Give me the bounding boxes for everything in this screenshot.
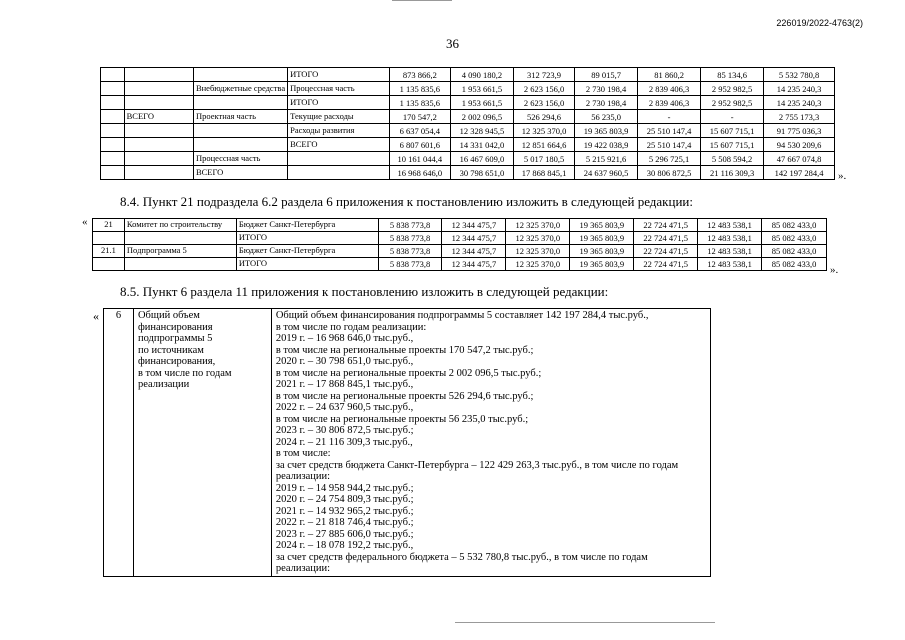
table-cell: 14 331 042,0 (450, 138, 513, 152)
table-cell: 2 002 096,5 (450, 110, 513, 124)
table-cell (101, 96, 125, 110)
content-line: в том числе на региональные проекты 56 235,0 тыс.руб.; (275, 413, 529, 425)
content-line: 2021 г. – 17 868 845,1 тыс.руб., (275, 379, 414, 390)
table-cell: 12 344 475,7 (442, 245, 506, 258)
table-cell: 526 294,6 (513, 110, 574, 124)
content-line: Общий объем финансирования подпрограммы 5 составляет 142 197 284,4 тыс.руб., (275, 310, 649, 321)
table-cell: 85 082 433,0 (762, 232, 827, 245)
table-cell: 19 365 803,9 (575, 124, 638, 138)
table-cell: 21 116 309,3 (701, 166, 764, 180)
table-cell (101, 124, 125, 138)
table-cell: 12 483 538,1 (698, 232, 762, 245)
table-cell: 1 135 835,6 (389, 82, 450, 96)
table-cell: 12 483 538,1 (698, 245, 762, 258)
table-cell: 14 235 240,3 (764, 82, 835, 96)
content-line: в том числе на региональные проекты 526 294,6 тыс.руб.; (275, 390, 534, 402)
table-cell: 15 607 715,1 (701, 124, 764, 138)
table-row (101, 152, 835, 166)
table-row (93, 258, 827, 271)
table-cell: 22 724 471,5 (634, 232, 698, 245)
table-cell: 17 868 845,1 (513, 166, 574, 180)
table-cell (124, 82, 193, 96)
table-cell: 12 325 370,0 (506, 219, 570, 232)
table-cell: 12 325 370,0 (506, 232, 570, 245)
table-cell (124, 68, 193, 82)
table-cell (124, 166, 193, 180)
item-content (271, 309, 710, 577)
table-cell: 16 968 646,0 (389, 166, 450, 180)
table-cell (93, 232, 125, 245)
table-cell (101, 152, 125, 166)
table-cell: 12 483 538,1 (698, 258, 762, 271)
table-cell: 94 530 209,6 (764, 138, 835, 152)
content-line: 2021 г. – 14 932 965,2 тыс.руб.; (275, 505, 414, 517)
table-cell: 6 807 601,6 (389, 138, 450, 152)
table-cell: 5 017 180,5 (513, 152, 574, 166)
table-cell: ИТОГО (236, 232, 378, 245)
table-cell (93, 258, 125, 271)
closing-quote-1: ». (838, 170, 847, 182)
table-cell: 6 637 054,4 (389, 124, 450, 138)
table-cell: Комитет по строительству (124, 219, 236, 232)
label-line: Общий объем (137, 310, 200, 321)
table-cell: 5 532 780,8 (764, 68, 835, 82)
table-cell: 12 344 475,7 (442, 219, 506, 232)
table-cell: 5 215 921,6 (575, 152, 638, 166)
committee-financing-table (92, 218, 827, 271)
table-cell: 30 798 651,0 (450, 166, 513, 180)
closing-quote-2: ». (830, 264, 839, 276)
table-cell: ИТОГО (288, 68, 390, 82)
subprogram-financing-table (103, 308, 711, 577)
table-cell: 2 952 982,5 (701, 96, 764, 110)
table-cell: 5 838 773,8 (378, 232, 442, 245)
table-cell: 15 607 715,1 (701, 138, 764, 152)
table-cell: 25 510 147,4 (638, 138, 701, 152)
item-label (133, 309, 271, 577)
table-row (101, 166, 835, 180)
item-number: 6 (104, 309, 134, 577)
table-cell (124, 138, 193, 152)
content-line: 2020 г. – 24 754 809,3 тыс.руб.; (275, 494, 414, 505)
table-cell (124, 258, 236, 271)
content-line: 2024 г. – 21 116 309,3 тыс.руб., (275, 436, 413, 448)
content-line: за счет средств бюджета Санкт-Петербурга – 122 429 263,3 тыс.руб., в том числе по годам (275, 459, 679, 471)
label-line: финансирования (137, 321, 213, 333)
table-cell: 873 866,2 (389, 68, 450, 82)
content-line: за счет средств федерального бюджета – 5 532 780,8 тыс.руб., в том числе по годам (275, 551, 648, 563)
table-cell: ВСЕГО (193, 166, 287, 180)
table-cell: 19 365 803,9 (570, 219, 634, 232)
table-cell: 91 775 036,3 (764, 124, 835, 138)
table-cell: 312 723,9 (513, 68, 574, 82)
table-cell (101, 138, 125, 152)
table-cell: 12 344 475,7 (442, 232, 506, 245)
table-cell: 47 667 074,8 (764, 152, 835, 166)
table-cell: 2 730 198,4 (575, 82, 638, 96)
table-cell (101, 82, 125, 96)
content-line: в том числе на региональные проекты 170 547,2 тыс.руб.; (275, 344, 534, 356)
table-cell: Подпрограмма 5 (124, 245, 236, 258)
content-line: в том числе: (275, 448, 331, 459)
content-line: 2022 г. – 21 818 746,4 тыс.руб.; (275, 517, 414, 528)
financing-table-continuation (100, 67, 835, 180)
content-line: 2024 г. – 18 078 192,2 тыс.руб., (275, 540, 414, 551)
table-cell: 142 197 284,4 (764, 166, 835, 180)
top-border-mark (392, 0, 452, 2)
table-cell: 5 838 773,8 (378, 219, 442, 232)
table-cell: 2 839 406,3 (638, 96, 701, 110)
table-cell: 12 328 945,5 (450, 124, 513, 138)
table-cell: 12 851 664,6 (513, 138, 574, 152)
table-cell: 5 838 773,8 (378, 258, 442, 271)
table-cell (124, 232, 236, 245)
section-8-4-heading: 8.4. Пункт 21 подраздела 6.2 раздела 6 приложения к постановлению изложить в следующей редакции: (120, 194, 693, 209)
table-cell: 19 365 803,9 (570, 258, 634, 271)
table-cell: 85 082 433,0 (762, 245, 827, 258)
table-cell: Процессная часть (288, 82, 390, 96)
table-cell: 12 344 475,7 (442, 258, 506, 271)
table-row (101, 124, 835, 138)
table-cell: 89 015,7 (575, 68, 638, 82)
table-cell: ИТОГО (236, 258, 378, 271)
table-cell: 2 755 173,3 (764, 110, 835, 124)
table-cell (193, 96, 287, 110)
table-row (93, 245, 827, 258)
table-cell: 2 952 982,5 (701, 82, 764, 96)
label-line: по источникам (137, 344, 204, 356)
open-quote-3: « (93, 309, 99, 323)
table-row (101, 68, 835, 82)
table-cell (193, 138, 287, 152)
content-line: 2022 г. – 24 637 960,5 тыс.руб., (275, 402, 414, 413)
content-line: реализации: (275, 563, 331, 574)
table-cell: Процессная часть (193, 152, 287, 166)
content-line: в том числе на региональные проекты 2 002 096,5 тыс.руб.; (275, 367, 542, 379)
table-cell: 30 806 872,5 (638, 166, 701, 180)
table-cell: 22 724 471,5 (634, 258, 698, 271)
content-line: 2020 г. – 30 798 651,0 тыс.руб., (275, 356, 414, 367)
content-line: 2023 г. – 27 885 606,0 тыс.руб.; (275, 528, 414, 540)
table-cell: 24 637 960,5 (575, 166, 638, 180)
table-cell (288, 152, 390, 166)
table-cell: Внебюджетные средства (193, 82, 287, 96)
table-row (101, 82, 835, 96)
table-cell (124, 124, 193, 138)
table-cell: 81 860,2 (638, 68, 701, 82)
table-cell: 5 508 594,2 (701, 152, 764, 166)
table-cell: 1 953 661,5 (450, 82, 513, 96)
table-cell: 56 235,0 (575, 110, 638, 124)
label-line: реализации (137, 379, 190, 390)
table-cell: 14 235 240,3 (764, 96, 835, 110)
table-cell: 19 365 803,9 (570, 245, 634, 258)
table-cell: 21.1 (93, 245, 125, 258)
table-cell: Бюджет Санкт-Петербурга (236, 219, 378, 232)
table-cell: ВСЕГО (124, 110, 193, 124)
table-cell: 22 724 471,5 (634, 219, 698, 232)
open-quote-2: « (82, 216, 88, 228)
table-cell: ИТОГО (288, 96, 390, 110)
table-cell: 2 730 198,4 (575, 96, 638, 110)
content-line: 2019 г. – 16 968 646,0 тыс.руб., (275, 333, 414, 344)
table-cell: 170 547,2 (389, 110, 450, 124)
table-row (93, 232, 827, 245)
table-cell (124, 96, 193, 110)
table-cell: 1 135 835,6 (389, 96, 450, 110)
table-cell: 12 325 370,0 (513, 124, 574, 138)
table-cell: 19 365 803,9 (570, 232, 634, 245)
content-line: 2023 г. – 30 806 872,5 тыс.руб.; (275, 425, 414, 436)
table-cell: 16 467 609,0 (450, 152, 513, 166)
table-cell (101, 68, 125, 82)
table-row (101, 138, 835, 152)
table-cell: 22 724 471,5 (634, 245, 698, 258)
table-cell: 12 325 370,0 (506, 258, 570, 271)
content-line: реализации: (275, 471, 331, 482)
table-cell: - (701, 110, 764, 124)
table-cell: Проектная часть (193, 110, 287, 124)
table-cell: 85 082 433,0 (762, 258, 827, 271)
table-cell: 85 082 433,0 (762, 219, 827, 232)
table-cell: - (638, 110, 701, 124)
content-line: 2019 г. – 14 958 944,2 тыс.руб.; (275, 482, 414, 494)
table-cell (193, 68, 287, 82)
table-cell: 5 838 773,8 (378, 245, 442, 258)
table-cell: 4 090 180,2 (450, 68, 513, 82)
document-number: 226019/2022-4763(2) (776, 18, 863, 28)
table-cell: 1 953 661,5 (450, 96, 513, 110)
table-cell: 2 839 406,3 (638, 82, 701, 96)
table-row (101, 96, 835, 110)
label-line: в том числе по годам (137, 367, 232, 379)
table-cell (288, 166, 390, 180)
bottom-rule (455, 622, 715, 624)
table-cell: 25 510 147,4 (638, 124, 701, 138)
table-cell (193, 124, 287, 138)
table-cell (101, 166, 125, 180)
table-cell: 5 296 725,1 (638, 152, 701, 166)
section-8-5-heading: 8.5. Пункт 6 раздела 11 приложения к постановлению изложить в следующей редакции: (120, 284, 609, 299)
table-cell: 12 483 538,1 (698, 219, 762, 232)
table-cell: 12 325 370,0 (506, 245, 570, 258)
table-row (93, 219, 827, 232)
table-cell: 2 623 156,0 (513, 96, 574, 110)
table-cell (101, 110, 125, 124)
page-number: 36 (446, 36, 459, 51)
table-cell: 21 (93, 219, 125, 232)
table-cell: Текущие расходы (288, 110, 390, 124)
table-cell: 85 134,6 (701, 68, 764, 82)
label-line: подпрограммы 5 (137, 333, 213, 344)
content-line: в том числе по годам реализации: (275, 321, 427, 333)
table-cell: 2 623 156,0 (513, 82, 574, 96)
table-cell: Бюджет Санкт-Петербурга (236, 245, 378, 258)
table-row (101, 110, 835, 124)
table-cell: 19 422 038,9 (575, 138, 638, 152)
label-line: финансирования, (137, 356, 216, 367)
table-cell (124, 152, 193, 166)
table-cell: ВСЕГО (288, 138, 390, 152)
table-cell: 10 161 044,4 (389, 152, 450, 166)
table-cell: Расходы развития (288, 124, 390, 138)
